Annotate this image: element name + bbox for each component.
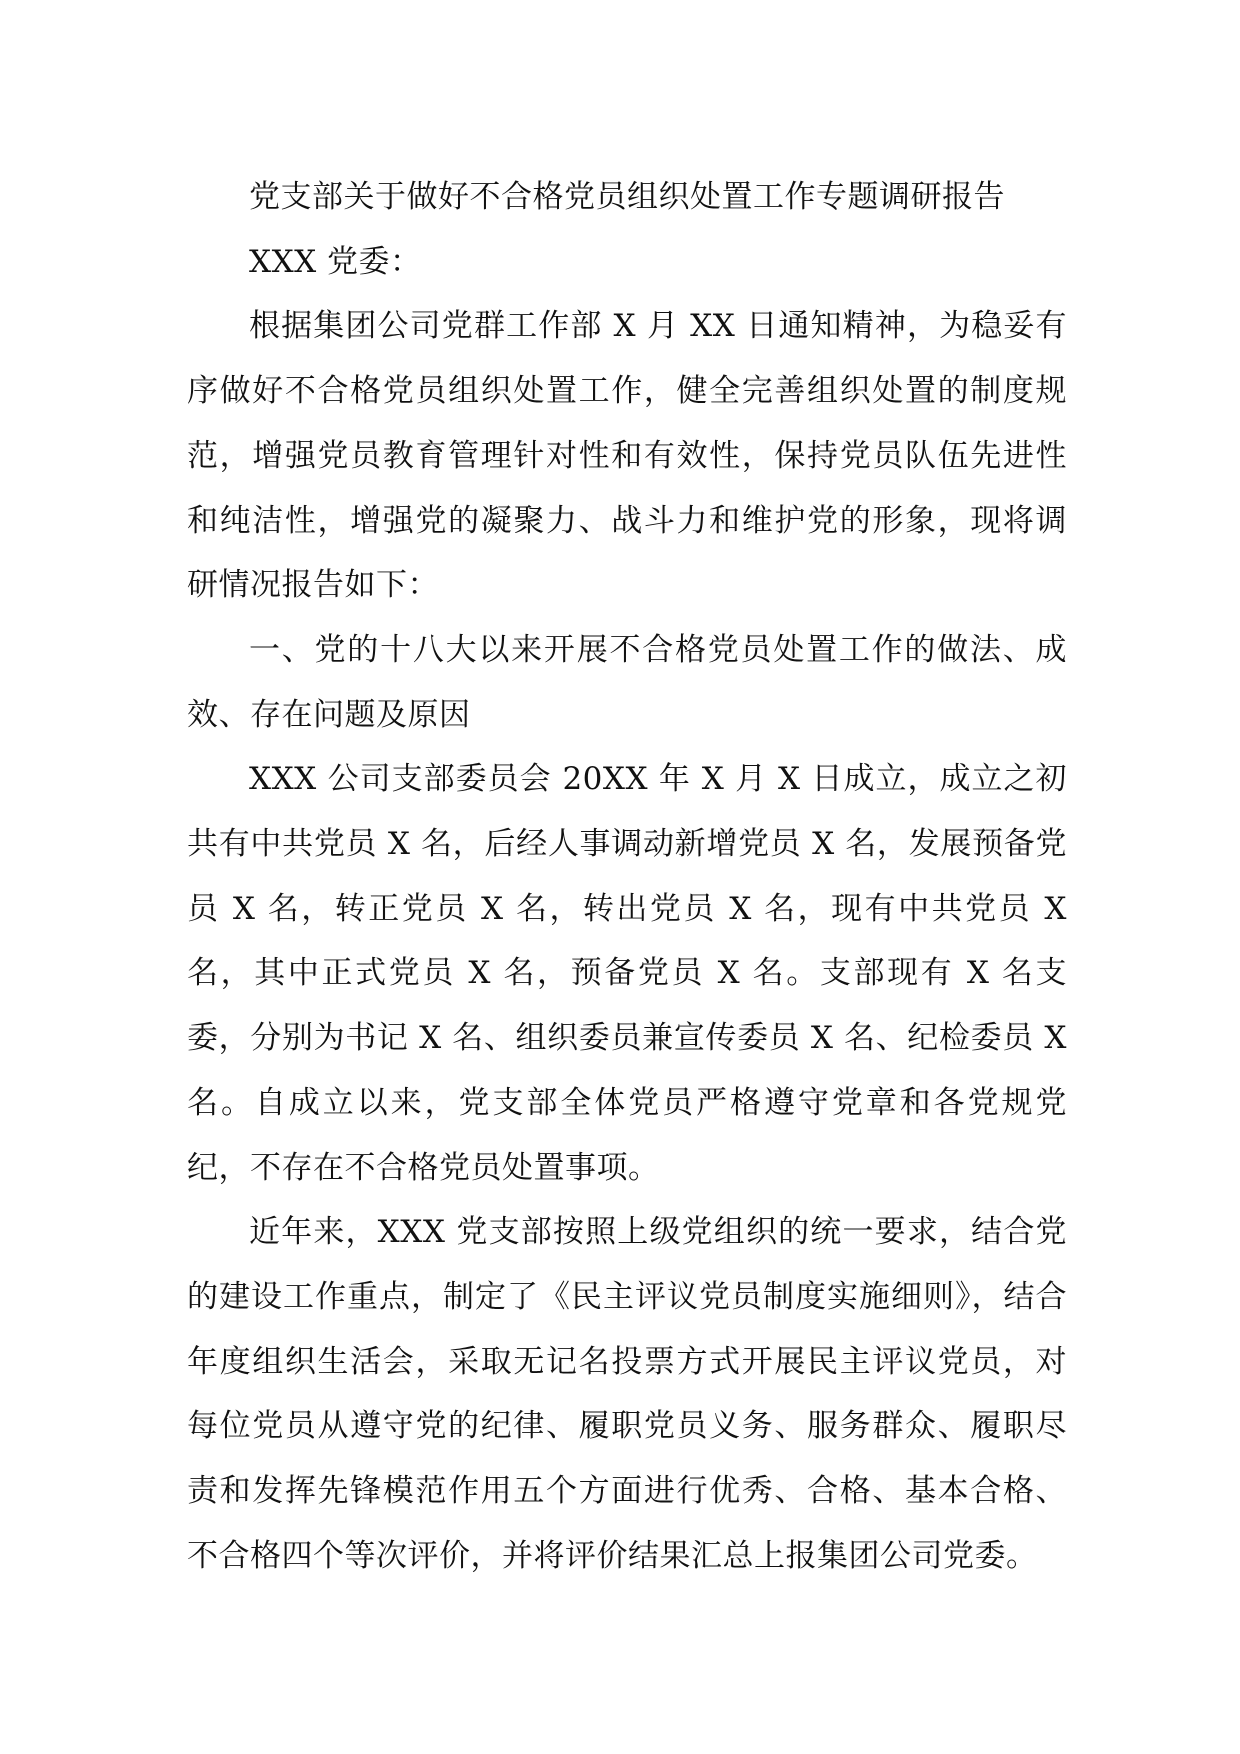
paragraph-evaluation: 近年来，XXX 党支部按照上级党组织的统一要求，结合党的建设工作重点，制定了《民主评议党员制度实施细则》，结合年度组织生活会，采取无记名投票方式开展民主评议党员，对每位党员从遵守党的纪律、履职党员义务、服务群众、履职尽责和发挥先锋模范作用五个方面进行优秀、合格、基本合格、不合格四个等次评价，并将评价结果汇总上报集团公司党委。 xyxy=(187,1214,1067,1574)
paragraph-branch-overview: XXX 公司支部委员会 20XX 年 X 月 X 日成立，成立之初共有中共党员 X 名，后经人事调动新增党员 X 名，发展预备党员 X 名，转正党员 X 名，转出党员 X 名，现有中共党员 X 名，其中正式党员 X 名，预备党员 X 名。支部现有 X 名支委，分别为书记 X 名、组织委员兼宣传委员 X 名、纪检委员 X 名。自成立以来，党支部全体党员严格遵守党章和各党规党纪，不存在不合格党员处置事项。 xyxy=(187,761,1067,1186)
salutation: XXX 党委： xyxy=(249,243,422,280)
document-title: 党支部关于做好不合格党员组织处置工作专题调研报告 xyxy=(249,179,1005,215)
document-body xyxy=(187,165,1067,1588)
section-heading-1: 一、党的十八大以来开展不合格党员处置工作的做法、成效、存在问题及原因 xyxy=(187,631,1067,733)
paragraph-intro: 根据集团公司党群工作部 X 月 XX 日通知精神，为稳妥有序做好不合格党员组织处置工作，健全完善组织处置的制度规范，增强党员教育管理针对性和有效性，保持党员队伍先进性和纯洁性，增强党的凝聚力、战斗力和维护党的形象，现将调研情况报告如下： xyxy=(187,308,1067,604)
